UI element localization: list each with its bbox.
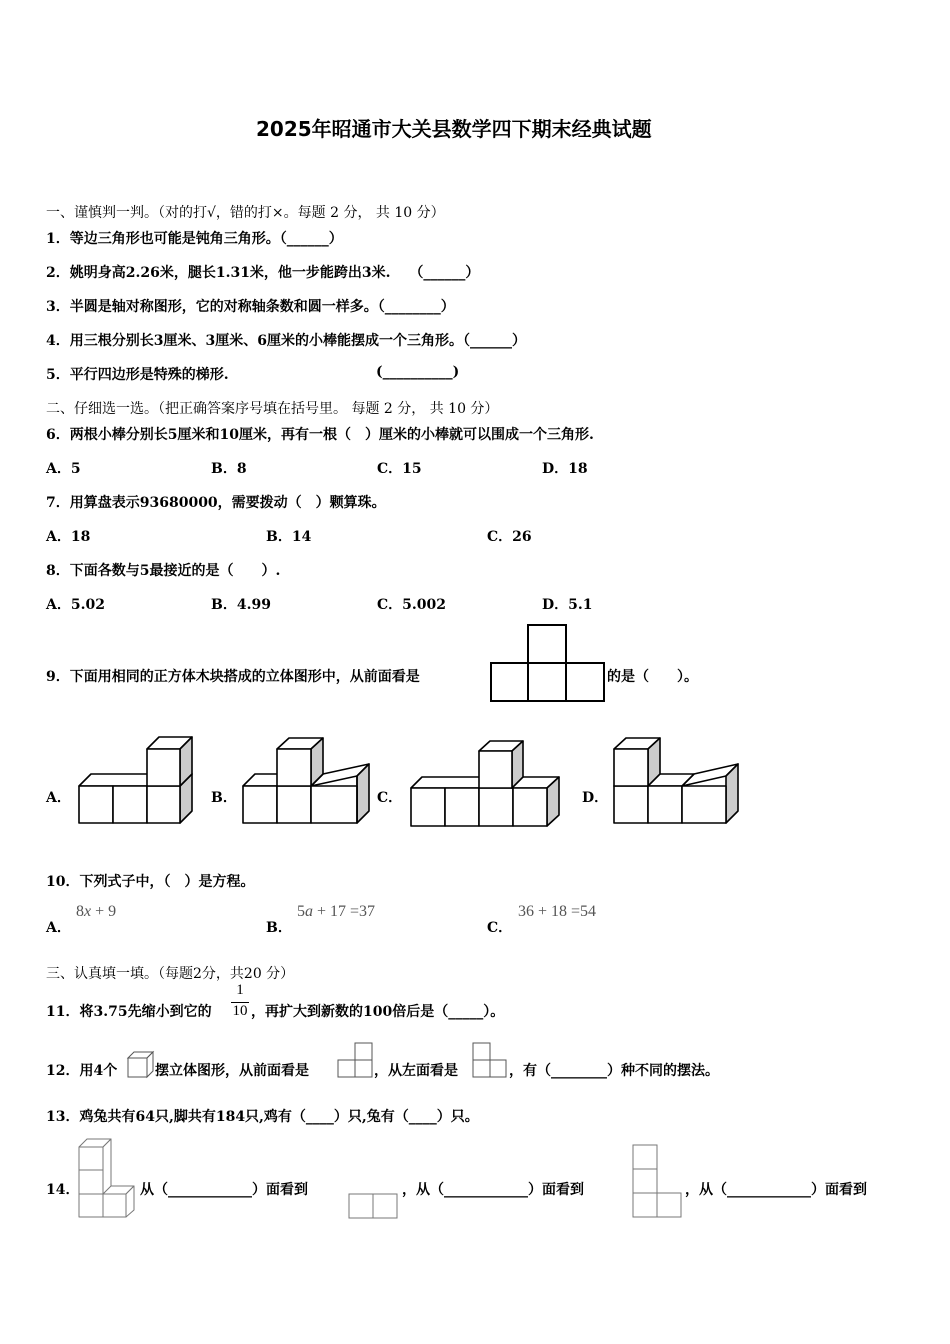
question-8: 8．下面各数与5最接近的是（ ）. bbox=[46, 563, 281, 579]
question-3: 3．半圆是轴对称图形，它的对称轴条数和圆一样多。（________） bbox=[46, 299, 455, 315]
q10-option-b: B． bbox=[266, 920, 292, 936]
question-11-text: 11．将3.75先缩小到它的 bbox=[46, 1004, 212, 1020]
question-11-tail: ，再扩大到新数的100倍后是（_____）。 bbox=[251, 1004, 505, 1020]
q14-solid-figure bbox=[78, 1134, 136, 1220]
question-2: 2．姚明身高2.26米，腿长1.31米，他一步能跨出3米. （______） bbox=[46, 265, 480, 281]
question-12-part2: 摆立体图形，从前面看是 bbox=[155, 1063, 309, 1079]
q10-option-a: A． bbox=[46, 920, 71, 936]
q9-option-d-solid bbox=[613, 737, 743, 829]
q9-option-d: D． bbox=[582, 790, 609, 806]
q14-view-2-figure bbox=[632, 1144, 684, 1220]
question-1: 1．等边三角形也可能是钝角三角形。（______） bbox=[46, 231, 343, 247]
question-12-part4: ，有（________）种不同的摆法。 bbox=[509, 1063, 719, 1079]
q12-left-view-figure bbox=[472, 1042, 508, 1078]
q6-option-d: D．18 bbox=[542, 461, 588, 477]
q10-expr-b: 5a + 17 =37 bbox=[297, 903, 376, 920]
q14-view-1-figure bbox=[348, 1193, 400, 1219]
question-10: 10．下列式子中，（ ）是方程。 bbox=[46, 874, 255, 890]
q8-option-c: C．5.002 bbox=[377, 597, 446, 613]
q12-front-view-figure bbox=[337, 1042, 375, 1078]
question-4: 4．用三根分别长3厘米、3厘米、6厘米的小棒能摆成一个三角形。（______） bbox=[46, 333, 526, 349]
question-14-part3: ，从（____________）面看到 bbox=[685, 1182, 867, 1198]
question-5-blank: (__________) bbox=[376, 364, 460, 380]
q9-option-b-solid bbox=[242, 737, 372, 829]
q7-option-b: B．14 bbox=[266, 529, 312, 545]
q8-option-a: A．5.02 bbox=[46, 597, 105, 613]
q12-cube-icon bbox=[127, 1051, 155, 1079]
q9-option-b: B． bbox=[211, 790, 237, 806]
q8-option-b: B．4.99 bbox=[211, 597, 271, 613]
section-2-header: 二、仔细选一选。（把正确答案序号填在括号里。 每题 2 分， 共 10 分） bbox=[46, 401, 499, 417]
question-14-part2: ，从（____________）面看到 bbox=[402, 1182, 584, 1198]
q9-option-c: C． bbox=[377, 790, 403, 806]
q11-fraction-denominator: 10 bbox=[232, 1003, 248, 1019]
section-1-header: 一、谨慎判一判。（对的打√，错的打×。每题 2 分， 共 10 分） bbox=[46, 205, 445, 221]
q6-option-c: C．15 bbox=[377, 461, 422, 477]
q10-option-c: C． bbox=[487, 920, 513, 936]
question-14-part1: 从（____________）面看到 bbox=[140, 1182, 308, 1198]
question-12-part3: ，从左面看是 bbox=[374, 1063, 458, 1079]
question-7: 7．用算盘表示93680000，需要拨动（ ）颗算珠。 bbox=[46, 495, 386, 511]
question-5: 5．平行四边形是特殊的梯形. bbox=[46, 367, 229, 383]
q9-front-view-figure bbox=[490, 624, 606, 704]
question-6: 6．两根小棒分别长5厘米和10厘米，再有一根（ ）厘米的小棒就可以围成一个三角形. bbox=[46, 427, 594, 443]
q9-option-a-solid bbox=[78, 736, 208, 828]
q10-expr-a: 8x + 9 bbox=[76, 903, 117, 920]
question-12-part1: 12．用4个 bbox=[46, 1063, 118, 1079]
q7-option-a: A．18 bbox=[46, 529, 91, 545]
q11-fraction-numerator: 1 bbox=[236, 982, 244, 998]
q10-expr-c: 36 + 18 =54 bbox=[518, 903, 597, 920]
section-3-header: 三、认真填一填。（每题2分，共20 分） bbox=[46, 966, 295, 982]
q7-option-c: C．26 bbox=[487, 529, 532, 545]
q6-option-a: A．5 bbox=[46, 461, 81, 477]
q9-option-c-solid bbox=[410, 740, 562, 830]
question-13: 13．鸡兔共有64只,脚共有184只,鸡有（____）只,兔有（____）只。 bbox=[46, 1109, 479, 1125]
question-9-text: 9．下面用相同的正方体木块搭成的立体图形中，从前面看是 bbox=[46, 669, 420, 685]
q8-option-d: D．5.1 bbox=[542, 597, 593, 613]
q6-option-b: B．8 bbox=[211, 461, 247, 477]
question-9-tail: 的是（ ）。 bbox=[607, 669, 698, 685]
question-14-label: 14． bbox=[46, 1182, 80, 1198]
q9-option-a: A． bbox=[46, 790, 71, 806]
page-title: 2025年昭通市大关县数学四下期末经典试题 bbox=[256, 117, 652, 141]
